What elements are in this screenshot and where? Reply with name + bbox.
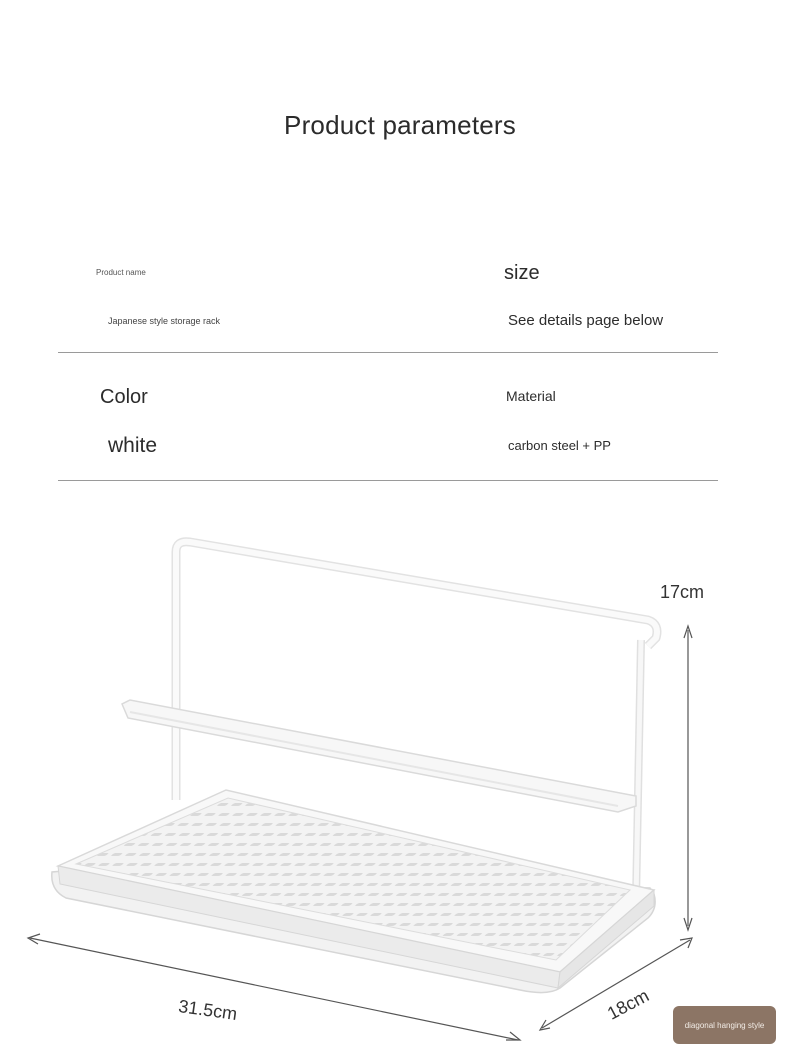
color-label: Color [100, 386, 148, 408]
product-name-value: Japanese style storage rack [108, 316, 221, 326]
product-name-label: Product name [96, 268, 146, 277]
depth-label: 18cm [604, 985, 653, 1024]
height-label: 17cm [660, 582, 705, 602]
divider-top [58, 352, 718, 353]
style-badge: diagonal hanging style [673, 1006, 776, 1044]
divider-bottom [58, 480, 718, 481]
color-value: white [108, 434, 158, 457]
towel-bar-inner [130, 712, 618, 806]
size-label: size [504, 262, 540, 284]
length-label: 31.5cm [177, 996, 239, 1025]
depth-arrow-left [540, 1020, 550, 1030]
size-value: See details page below [508, 312, 664, 329]
material-value: carbon steel + PP [508, 438, 611, 453]
page-title: Product parameters [284, 110, 516, 140]
material-label: Material [506, 388, 556, 404]
